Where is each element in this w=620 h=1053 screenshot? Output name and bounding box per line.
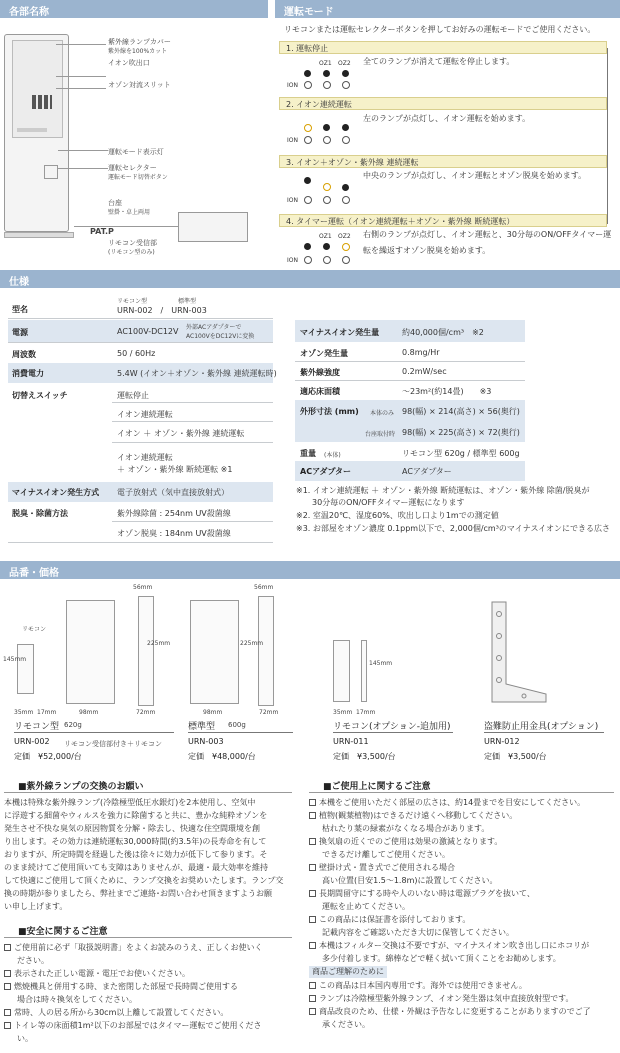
section-spec-header: 仕様	[0, 270, 620, 288]
leader-line	[58, 150, 108, 151]
leader-line	[56, 88, 106, 89]
product-1-name: リモコン型	[14, 722, 60, 732]
lamp-off	[304, 243, 311, 250]
leader-line	[58, 168, 108, 169]
spec-consumption-label: 消費電力	[12, 369, 44, 378]
section-products-header: 品番・価格	[0, 561, 620, 579]
spec-model-val: URN-002 / URN-003	[117, 306, 207, 315]
dim-remote-label: リモコン	[22, 626, 47, 633]
product-remote-side	[138, 596, 154, 706]
ion-label: ION	[287, 137, 298, 144]
spec-model-sub1: リモコン型	[117, 298, 148, 305]
spec-dim-sub1: 本体のみ	[370, 410, 395, 417]
leader-line	[56, 76, 106, 77]
safety-item-1b: ださい。	[17, 956, 49, 965]
spec-weight-val: リモコン型 620g / 標準型 600g	[402, 449, 520, 458]
product-standard-side	[258, 596, 274, 706]
dim-72-b: 72mm	[259, 709, 279, 716]
ion-ring	[342, 136, 350, 144]
usage-item2-3b: 承ください。	[322, 1020, 370, 1029]
spec-uv-label: 紫外線強度	[300, 368, 340, 377]
oz1-label: OZ1	[319, 60, 332, 67]
dim-145-c: 145mm	[369, 660, 393, 667]
ion-label: ION	[287, 197, 298, 204]
product-2-weight: 600g	[228, 721, 246, 729]
uv-lamp-cover	[12, 40, 63, 138]
ion-ring	[323, 196, 331, 204]
mode-3-desc: 中央のランプが点灯し、イオン運転とオゾン脱臭を始めます。	[363, 171, 587, 180]
ion-ring	[342, 256, 350, 264]
usage-item-3: 換気扇の近くでのご使用は効果の激減となります。	[309, 836, 502, 848]
dim-56-b: 56mm	[254, 584, 274, 591]
ion-ring	[304, 256, 312, 264]
usage-item-5: 長期間留守にする時や人のいない時は電源プラグを抜いて、	[309, 888, 535, 900]
product-3-price: 定価 ¥3,500/台	[333, 752, 396, 761]
ion-ring	[304, 136, 312, 144]
dim-35-c: 35mm	[333, 709, 353, 716]
spec-power-note1: 外部ACアダプターで	[186, 324, 242, 331]
usage-item-2b: 枯れたり葉の緑素がなくなる場合があります。	[322, 824, 490, 833]
spec-note-4: ※3. お部屋をオゾン濃度 0.1ppm以下で、2,000個/cm³のマイナスイオンにできる広さ	[296, 524, 611, 533]
ion-label: ION	[287, 82, 298, 89]
remote-option-side	[361, 640, 367, 702]
label-patp: PAT.P	[90, 227, 114, 236]
safety-item-4: 常時、人の居る所から30cm以上離して設置してください。	[4, 1007, 228, 1019]
spec-ozone-val: 0.8mg/Hr	[402, 348, 440, 357]
ion-ring	[342, 196, 350, 204]
ion-ring	[323, 81, 331, 89]
modes-intro: リモコンまたは運転セレクターボタンを押してお好みの運転モードでご使用ください。	[284, 25, 596, 34]
anti-theft-bracket-image	[484, 596, 554, 706]
label-receiver-sub: (リモコン型のみ)	[108, 249, 155, 256]
usage-understanding: 商品ご理解のために	[309, 966, 387, 978]
usage-item-4: 壁掛け式・置き式でご使用される場合	[309, 862, 455, 874]
leader-line	[56, 44, 106, 45]
uv-notice-line-4: り出します。その効力は連続運転30,000時間(約3.5年)の長寿命を有して	[4, 837, 267, 846]
spec-ion-gen-val: 約40,000個/cm³ ※2	[402, 328, 484, 337]
uv-notice-line-6: のまま続けてご使用頂いても支障はありませんが、最適・最大効率を維持	[4, 863, 268, 872]
oz2-label: OZ2	[338, 60, 351, 67]
product-4-name: 盗難防止用金具(オプション)	[484, 722, 599, 732]
spec-area-label: 適応床面積	[300, 387, 340, 396]
usage-item2-3: 商品改良のため、仕様・外観は予告なしに変更することがありますのでご了	[309, 1006, 591, 1018]
safety-title: ■安全に関するご注意	[18, 927, 108, 937]
spec-deodor-label: 脱臭・除菌方法	[12, 509, 68, 518]
uv-notice-line-5: おりますが、所定時間を経過した後は徐々に効力が低下して参ります。そ	[4, 850, 268, 859]
dim-56: 56mm	[133, 584, 153, 591]
mode-1-desc: 全てのランプが消えて運転を停止します。	[363, 57, 515, 66]
usage-item-6: この商品には保証書を添付しております。	[309, 914, 470, 926]
mode-3-title: 3. イオン＋オゾン・紫外線 連続運転	[279, 155, 607, 168]
product-3-code: URN-011	[333, 737, 369, 746]
spec-switch-val-2: イオン連続運転	[117, 410, 173, 419]
mode-2-title: 2. イオン連続運転	[279, 97, 607, 110]
usage-item-7b: 多少付着します。綿棒などで軽く拭いて頂くことをお勧めします。	[322, 954, 561, 963]
spec-adapter-val: ACアダプター	[402, 467, 452, 476]
usage-item-3b: できるだけ離してご使用ください。	[322, 850, 450, 859]
spec-freq-val: 50 / 60Hz	[117, 349, 156, 358]
product-1-code-note: リモコン受信部付き＋リモコン	[64, 740, 162, 748]
label-base-sub: 壁掛・卓上両用	[108, 209, 151, 216]
usage-item-7: 本機はフィルター交換は不要ですが、マイナスイオン吹き出し口にホコリが	[309, 940, 589, 952]
mode-4-desc-2: 転を繰返すオゾン脱臭を始めます。	[363, 246, 491, 255]
ion-outlet-grid	[32, 95, 52, 109]
safety-item-5b: い。	[17, 1034, 33, 1043]
usage-title: ■ご使用上に関するご注意	[323, 782, 431, 792]
spec-dim-sub2: 台座取付時	[365, 431, 396, 438]
spec-ion-method-val: 電子放射式（気中直接放射式）	[117, 488, 229, 497]
label-uv-cut: 紫外線を100%カット	[108, 48, 168, 55]
ion-label: ION	[287, 257, 298, 264]
usage-item2-1: この商品は日本国内専用です。海外では使用できません。	[309, 980, 527, 992]
mode-indicator-panel	[44, 165, 58, 179]
product-1-price: 定価 ¥52,000/台	[14, 752, 82, 761]
modes-loop-line	[607, 48, 608, 224]
uv-notice-line-3: 発生させ不快な臭気の原因物質を分解・除去し、快適な住空間環境を創	[4, 824, 260, 833]
spec-switch-val-5: ＋ オゾン・紫外線 断続運転 ※1	[117, 465, 233, 474]
dim-17-c: 17mm	[356, 709, 376, 716]
brand-label	[17, 128, 47, 132]
remote-control-image	[17, 644, 34, 694]
usage-item-5b: 運転を止めてください。	[322, 902, 410, 911]
lamp-on-icon	[342, 243, 350, 251]
safety-item-2: 表示された正しい電源・電圧でお使いください。	[4, 968, 190, 980]
dim-145: 145mm	[3, 656, 27, 663]
mode-2-desc: 左のランプが点灯し、イオン運転を始めます。	[363, 114, 531, 123]
usage-item2-2: ランプは冷陰極型紫外線ランプ、イオン発生器は気中直接放射型です。	[309, 993, 573, 1005]
ion-ring	[342, 81, 350, 89]
uv-notice-line-1: 本機は特殊な紫外線ランプ(冷陰極型低圧水銀灯)を2本使用し、空気中	[4, 798, 256, 807]
spec-switch-val-3: イオン ＋ オゾン・紫外線 連続運転	[117, 429, 245, 438]
spec-weight-label: 重量	[300, 449, 316, 458]
usage-item-2: 植物(観葉植物)はできるだけ遠くへ移動してください。	[309, 810, 517, 822]
section-modes-header: 運転モード	[275, 0, 620, 18]
dim-98-b: 98mm	[203, 709, 223, 716]
spec-consumption-val: 5.4W (イオン＋オゾン・紫外線 連続運転時)	[117, 369, 277, 378]
mode-4-desc-1: 右側のランプが点灯し、イオン運転と、30分毎のON/OFFタイマー運	[363, 230, 612, 239]
ion-ring	[304, 81, 312, 89]
lamp-off	[304, 70, 311, 77]
uv-notice-line-9: い申し上げます。	[4, 902, 68, 911]
product-1-code: URN-002	[14, 737, 50, 746]
spec-dim-label: 外形寸法 (mm)	[300, 407, 359, 416]
lamp-off	[323, 70, 330, 77]
dim-225-b: 225mm	[240, 640, 264, 647]
label-ozone-slit: オゾン対流スリット	[108, 81, 171, 89]
spec-adapter-label: ACアダプター	[300, 467, 351, 476]
spec-power-label: 電源	[12, 328, 28, 337]
spec-weight-sub: (本体)	[324, 452, 341, 459]
uv-notice-line-2: に浮遊する細菌やウィルスを強力に除菌すると共に、豊かな純粋オゾンを	[4, 811, 268, 820]
label-base: 台座	[108, 199, 122, 207]
ion-ring	[323, 256, 331, 264]
product-standard-model-image	[190, 600, 239, 704]
spec-ion-gen-label: マイナスイオン発生量	[300, 328, 380, 337]
spec-area-val: ～23m²(約14畳) ※3	[402, 387, 492, 396]
dim-225: 225mm	[147, 640, 171, 647]
product-1-weight: 620g	[64, 721, 82, 729]
spec-dim-val1: 98(幅) × 214(高さ) × 56(奥行)	[402, 407, 520, 416]
uv-notice-title: ■紫外線ランプの交換のお願い	[18, 782, 144, 792]
product-4-price: 定価 ¥3,500/台	[484, 752, 547, 761]
safety-item-1: ご使用前に必ず「取扱説明書」をよくお読みのうえ、正しくお使いく	[4, 942, 262, 954]
spec-ion-method-label: マイナスイオン発生方式	[12, 488, 100, 497]
oz2-label: OZ2	[338, 233, 351, 240]
label-mode-light: 運転モード表示灯	[108, 148, 164, 156]
section-parts-header: 各部名称	[0, 0, 268, 18]
remote-option-image	[333, 640, 350, 702]
mode-4-title: 4. タイマー運転（イオン連続運転＋オゾン・紫外線 断続運転）	[279, 214, 607, 227]
spec-model-sub2: 標準型	[178, 298, 197, 305]
ion-ring	[304, 196, 312, 204]
dim-72: 72mm	[136, 709, 156, 716]
dim-35: 35mm	[14, 709, 34, 716]
spec-note-3: ※2. 室温20℃、湿度60%、吹出し口より1mでの測定値	[296, 511, 499, 520]
label-selector-sub: 運転モード切替ボタン	[108, 174, 168, 181]
safety-item-3: 燃焼機具と併用する時、また密閉した部屋で長時間ご使用する	[4, 981, 238, 993]
spec-ozone-label: オゾン発生量	[300, 349, 348, 358]
base-stand	[4, 232, 74, 238]
spec-model-label: 型名	[12, 305, 28, 314]
lamp-off	[323, 243, 330, 250]
lamp-off	[323, 124, 330, 131]
product-2-price: 定価 ¥48,000/台	[188, 752, 256, 761]
spec-deodor-val-1: 紫外線除菌 : 254nm UV殺菌線	[117, 509, 231, 518]
lamp-off	[304, 177, 311, 184]
product-3-name: リモコン(オプション-追加用)	[333, 722, 451, 732]
usage-item-1: 本機をご使用いただく部屋の広さは、約14畳までを目安にしてください。	[309, 797, 585, 809]
ion-ring	[323, 136, 331, 144]
lamp-off	[342, 70, 349, 77]
spec-dim-val2: 98(幅) × 225(高さ) × 72(奥行)	[402, 428, 520, 437]
dim-17: 17mm	[37, 709, 57, 716]
lamp-off	[342, 184, 349, 191]
uv-notice-line-8: 換の時期が参りましたら、弊社までご連絡･お問い合わせ頂きますようお願	[4, 889, 272, 898]
label-receiver: リモコン受信部	[108, 239, 157, 247]
lamp-off	[342, 124, 349, 131]
uv-notice-line-7: して快適にご使用して頂くために、ランプ交換をお奨めいたします。ランプ交	[4, 876, 284, 885]
spec-power-note2: AC100VをDC12Vに変換	[186, 333, 255, 340]
spec-switch-val-1: 運転停止	[117, 391, 149, 400]
ac-adapter	[178, 212, 248, 242]
mode-1-title: 1. 運転停止	[279, 41, 607, 54]
lamp-on-icon	[304, 124, 312, 132]
spec-power-val: AC100V-DC12V	[117, 327, 179, 336]
product-2-name: 標準型	[188, 722, 216, 732]
spec-note-2: 30分毎のON/OFFタイマー運転になります	[296, 498, 465, 507]
spec-switch-label: 切替えスイッチ	[12, 391, 68, 400]
lamp-on-icon	[323, 183, 331, 191]
usage-item-6b: 記載内容をご確認いただき大切に保管してください。	[322, 928, 514, 937]
safety-item-3b: 場合は時々換気をしてください。	[17, 995, 137, 1004]
label-selector: 運転セレクター	[108, 164, 157, 172]
dim-98: 98mm	[79, 709, 99, 716]
spec-note-1: ※1. イオン連続運転 ＋ オゾン・紫外線 断続運転は、オゾン・紫外線 除菌/脱臭が	[296, 486, 590, 495]
spec-switch-val-4: イオン連続運転	[117, 453, 173, 462]
spec-uv-val: 0.2mW/sec	[402, 367, 447, 376]
spec-freq-label: 周波数	[12, 350, 36, 359]
spec-deodor-val-2: オゾン脱臭 : 184nm UV殺菌線	[117, 529, 231, 538]
label-uv-cover: 紫外線ランプカバー	[108, 38, 171, 46]
product-remote-model-image	[66, 600, 115, 704]
product-2-code: URN-003	[188, 737, 224, 746]
oz1-label: OZ1	[319, 233, 332, 240]
usage-item-4b: 高い位置(目安1.5～1.8m)に設置してください。	[322, 876, 498, 885]
product-4-code: URN-012	[484, 737, 520, 746]
label-ion-outlet: イオン吹出口	[108, 59, 150, 67]
safety-item-5: トイレ等の床面積1m²以下のお部屋ではタイマー運転でご使用くださ	[4, 1020, 262, 1032]
